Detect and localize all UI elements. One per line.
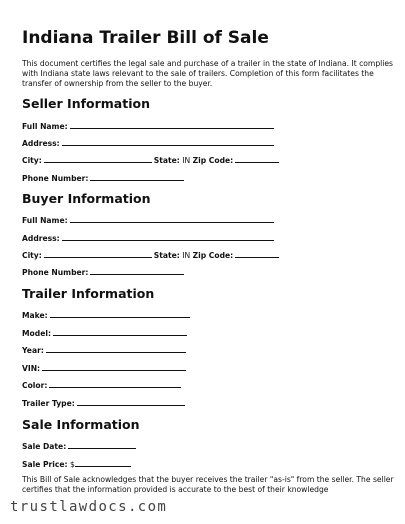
trailer-vin-field[interactable] — [42, 362, 186, 371]
buyer-phone-row — [22, 266, 184, 278]
buyer-state-value: IN — [182, 251, 191, 260]
buyer-phone-label: Phone Number: — [22, 268, 89, 277]
trailer-make-field[interactable] — [50, 309, 190, 318]
trailer-vin-row — [22, 362, 186, 374]
buyer-city-field[interactable] — [44, 249, 152, 258]
sale-price-field[interactable] — [75, 458, 131, 467]
buyer-phone-field[interactable] — [90, 266, 184, 275]
sale-heading: Sale Information — [22, 417, 140, 432]
sale-date-label: Sale Date: — [22, 442, 67, 451]
intro-paragraph: This document certifies the legal sale and purchase of a trailer in the state of Indiana. It complies with Indiana state laws relevant to the sale of trailers. Completion of this form facilitates the transfer of ownership from the seller to the buyer. — [22, 59, 393, 88]
seller-full-name-label: Full Name: — [22, 122, 68, 131]
trailer-type-field[interactable] — [77, 397, 185, 406]
sale-price-row — [22, 458, 131, 470]
page-title: Indiana Trailer Bill of Sale — [22, 28, 269, 48]
seller-phone-label: Phone Number: — [22, 174, 89, 183]
seller-heading: Seller Information — [22, 96, 150, 111]
sale-date-row — [22, 440, 136, 452]
sale-price-label: Sale Price: — [22, 460, 68, 469]
trailer-year-label: Year: — [22, 346, 44, 355]
watermark: trustlawdocs.com — [10, 499, 168, 515]
trailer-type-row — [22, 397, 185, 409]
sale-date-field[interactable] — [68, 440, 136, 449]
seller-city-row — [22, 154, 279, 166]
trailer-vin-label: VIN: — [22, 364, 41, 373]
trailer-model-label: Model: — [22, 329, 51, 338]
trailer-year-field[interactable] — [46, 344, 186, 353]
buyer-full-name-label: Full Name: — [22, 216, 68, 225]
buyer-city-row — [22, 249, 279, 261]
seller-address-field[interactable] — [62, 137, 274, 146]
seller-city-field[interactable] — [44, 154, 152, 163]
trailer-color-label: Color: — [22, 381, 48, 390]
closing-paragraph: This Bill of Sale acknowledges that the buyer receives the trailer "as-is" from the seller. The seller certifies that the information provided is accurate to the best of their knowledge — [22, 475, 394, 494]
seller-phone-field[interactable] — [90, 172, 184, 181]
trailer-model-field[interactable] — [53, 327, 187, 336]
seller-full-name-field[interactable] — [70, 120, 274, 129]
buyer-heading: Buyer Information — [22, 191, 151, 206]
seller-state-label: State: — [153, 156, 180, 165]
trailer-heading: Trailer Information — [22, 286, 155, 301]
buyer-zip-field[interactable] — [235, 249, 279, 258]
buyer-city-label: City: — [22, 251, 42, 260]
seller-address-label: Address: — [22, 139, 60, 148]
buyer-zip-label: Zip Code: — [192, 251, 234, 260]
seller-zip-label: Zip Code: — [192, 156, 234, 165]
seller-zip-field[interactable] — [235, 154, 279, 163]
buyer-full-name-row — [22, 214, 274, 226]
trailer-color-field[interactable] — [49, 379, 181, 388]
buyer-state-label: State: — [153, 251, 180, 260]
trailer-color-row — [22, 379, 181, 391]
seller-state-value: IN — [182, 156, 191, 165]
seller-phone-row — [22, 172, 184, 184]
trailer-make-label: Make: — [22, 311, 48, 320]
trailer-model-row — [22, 327, 187, 339]
seller-address-row — [22, 137, 274, 149]
sale-price-prefix: $ — [70, 460, 75, 469]
buyer-full-name-field[interactable] — [70, 214, 274, 223]
buyer-address-label: Address: — [22, 234, 60, 243]
buyer-address-row — [22, 232, 274, 244]
trailer-type-label: Trailer Type: — [22, 399, 75, 408]
trailer-make-row — [22, 309, 190, 321]
seller-full-name-row — [22, 120, 274, 132]
buyer-address-field[interactable] — [62, 232, 274, 241]
seller-city-label: City: — [22, 156, 42, 165]
trailer-year-row — [22, 344, 186, 356]
